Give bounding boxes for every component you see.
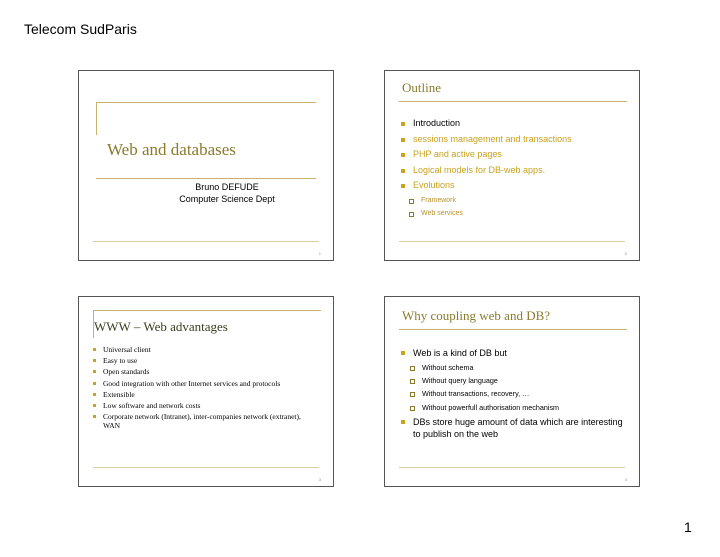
coupling-list: [401, 347, 627, 444]
sub-bullet-icon: [410, 379, 415, 384]
slide-thumbnail-3[interactable]: [78, 296, 334, 487]
slide-number: 1: [318, 251, 321, 256]
list-item: Web is a kind of DB but: [401, 347, 627, 359]
advantages-list: [93, 345, 319, 432]
list-item: Extensible: [93, 390, 319, 399]
list-item: Introduction: [401, 118, 572, 134]
page-number: 1: [684, 519, 692, 535]
bullet-icon: [401, 153, 405, 157]
slide-number: 3: [318, 477, 321, 482]
list-item: DBs store huge amount of data which are interesting to publish on the web: [401, 416, 627, 440]
sub-list-item: Without query language: [401, 376, 627, 385]
list-item: Easy to use: [93, 356, 319, 365]
list-item: sessions management and transactions: [401, 134, 572, 150]
sub-bullet-icon: [409, 199, 414, 204]
footer-line: [399, 467, 625, 468]
footer-line: [93, 467, 319, 468]
slide-title: Why coupling web and DB?: [402, 308, 551, 323]
sub-bullet-icon: [410, 392, 415, 397]
footer-line: [399, 241, 625, 242]
bullet-icon: [401, 184, 405, 188]
bullet-icon: [93, 393, 96, 396]
decorative-line: [96, 102, 97, 135]
author-name: Bruno DEFUDE: [195, 182, 259, 192]
bullet-icon: [93, 370, 96, 373]
list-item: PHP and active pages: [401, 149, 572, 165]
bullet-icon: [93, 348, 96, 351]
sub-bullet-icon: [409, 212, 414, 217]
bullet-icon: [93, 415, 96, 418]
list-item: Open standards: [93, 367, 319, 376]
bullet-icon: [401, 169, 405, 173]
slide-title: WWW – Web advantages: [94, 319, 228, 334]
sub-bullet-icon: [410, 366, 415, 371]
slide-thumbnail-1[interactable]: [78, 70, 334, 261]
slide-number: 4: [624, 477, 627, 482]
title-underline: [399, 101, 627, 102]
author-dept: Computer Science Dept: [179, 194, 275, 204]
list-item: Evolutions: [401, 180, 572, 196]
slide-title: Web and databases: [107, 140, 236, 159]
footer-line: [93, 241, 319, 242]
decorative-line: [93, 310, 321, 311]
header-title: Telecom SudParis: [24, 21, 137, 37]
slide-thumbnail-2[interactable]: [384, 70, 640, 261]
slide-number: 2: [624, 251, 627, 256]
sub-list-item: Without powerfull authorisation mechanism: [401, 403, 627, 412]
sub-list-item: Without transactions, recovery, …: [401, 389, 627, 398]
bullet-icon: [401, 138, 405, 142]
list-item: Corporate network (Intranet), inter-companies network (extranet), WAN: [93, 412, 319, 430]
decorative-line: [96, 178, 316, 179]
outline-list: [401, 118, 572, 222]
sub-list-item: Web services: [401, 209, 572, 222]
author-block: [79, 181, 375, 205]
sub-bullet-icon: [410, 406, 415, 411]
sub-list-item: Without schema: [401, 363, 627, 372]
bullet-icon: [401, 420, 405, 424]
decorative-line: [96, 102, 316, 103]
list-item: Logical models for DB-web apps.: [401, 165, 572, 181]
title-underline: [399, 329, 627, 330]
slide-title: Outline: [402, 80, 441, 95]
list-item: Universal client: [93, 345, 319, 354]
sub-list-item: Framework: [401, 196, 572, 209]
bullet-icon: [93, 382, 96, 385]
bullet-icon: [401, 122, 405, 126]
bullet-icon: [401, 351, 405, 355]
bullet-icon: [93, 404, 96, 407]
list-item: Low software and network costs: [93, 401, 319, 410]
bullet-icon: [93, 359, 96, 362]
slide-thumbnail-4[interactable]: [384, 296, 640, 487]
list-item: Good integration with other Internet services and protocols: [93, 379, 319, 388]
